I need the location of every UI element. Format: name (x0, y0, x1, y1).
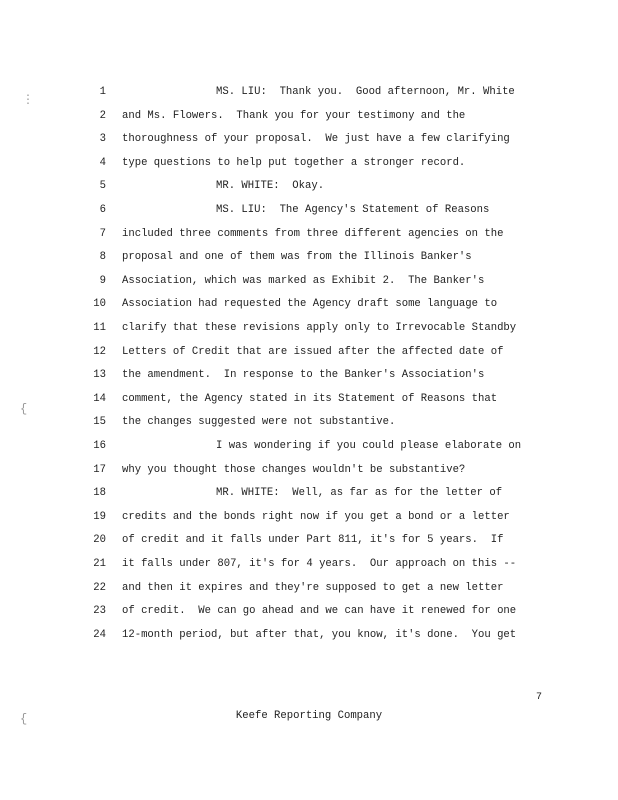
line-number: 5 (99, 180, 106, 193)
line-text: of credit. We can go ahead and we can have it renewed for one (122, 605, 517, 618)
transcript-line (0, 82, 618, 102)
line-text: and Ms. Flowers. Thank you for your testimony and the (122, 109, 466, 122)
transcript-line (0, 436, 618, 456)
line-text: clarify that these revisions apply only to Irrevocable Standby (122, 322, 517, 334)
line-text: MS. LIU: Thank you. Good afternoon, Mr. White (216, 86, 515, 98)
footer-reporter: Keefe Reporting Company (235, 710, 383, 722)
line-text: MR. WHITE: Well, as far as for the letter of (216, 487, 503, 500)
line-text: MS. LIU: The Agency's Statement of Reasons (216, 204, 490, 216)
line-number: 24 (93, 628, 106, 641)
line-number: 14 (93, 392, 106, 405)
line-number: 4 (99, 156, 106, 169)
line-number: 13 (93, 369, 106, 382)
transcript-line (0, 224, 618, 244)
transcript-line (0, 460, 618, 480)
line-number: 11 (93, 322, 106, 334)
line-text: type questions to help put together a stronger record. (122, 156, 466, 169)
line-text: I was wondering if you could please elaborate on (216, 440, 522, 452)
transcript-line (0, 200, 618, 220)
transcript-line (0, 271, 618, 291)
line-number: 17 (93, 463, 106, 476)
transcript-line (0, 247, 618, 267)
line-text: why you thought those changes wouldn't be substantive? (122, 463, 466, 476)
line-number: 1 (99, 86, 106, 98)
line-text: proposal and one of them was from the Illinois Banker's (122, 251, 472, 264)
transcript-line (0, 483, 618, 503)
line-text: Letters of Credit that are issued after the affected date of (122, 345, 504, 358)
line-number: 7 (99, 227, 106, 240)
line-text: and then it expires and they're supposed to get a new letter (122, 581, 504, 594)
transcript-line (0, 294, 618, 314)
line-number: 8 (99, 251, 106, 264)
transcript-line (0, 578, 618, 598)
transcript-line (0, 530, 618, 550)
line-text: the changes suggested were not substantive. (122, 416, 396, 429)
line-text: thoroughness of your proposal. We just have a few clarifying (122, 133, 510, 146)
line-number: 6 (99, 204, 106, 216)
transcript-line (0, 318, 618, 338)
line-text: credits and the bonds right now if you get a bond or a letter (122, 510, 510, 523)
line-number: 10 (93, 298, 106, 311)
line-text: Association, which was marked as Exhibit 2. The Banker's (122, 274, 485, 287)
scan-mark: { (20, 402, 28, 416)
line-text: of credit and it falls under Part 811, it's for 5 years. If (122, 534, 504, 547)
transcript-line (0, 601, 618, 621)
line-number: 20 (93, 534, 106, 547)
transcript-line (0, 554, 618, 574)
transcript-line (0, 365, 618, 385)
line-number: 18 (93, 487, 106, 500)
transcript-line (0, 389, 618, 409)
line-text: Association had requested the Agency draft some language to (122, 298, 498, 311)
transcript-line (0, 176, 618, 196)
scan-mark: { (20, 712, 28, 726)
line-text: included three comments from three different agencies on the (122, 227, 504, 240)
transcript-line (0, 625, 618, 645)
line-number: 21 (93, 558, 106, 570)
line-number: 12 (93, 345, 106, 358)
transcript-line (0, 153, 618, 173)
line-number: 22 (93, 581, 106, 594)
line-number: 19 (93, 510, 106, 523)
page-number: 7 (536, 692, 543, 703)
line-number: 23 (93, 605, 106, 618)
transcript-line (0, 412, 618, 432)
line-number: 3 (99, 133, 106, 146)
transcript-line (0, 129, 618, 149)
line-text: comment, the Agency stated in its Statement of Reasons that (122, 392, 498, 405)
transcript-line (0, 342, 618, 362)
scan-mark: ⋮ (22, 93, 34, 107)
transcript-line (0, 106, 618, 126)
line-number: 16 (93, 440, 106, 452)
line-text: MR. WHITE: Okay. (216, 180, 325, 193)
line-text: 12-month period, but after that, you know, it's done. You get (122, 628, 517, 641)
line-text: the amendment. In response to the Banker's Association's (122, 369, 485, 382)
line-number: 9 (99, 274, 106, 287)
line-number: 15 (93, 416, 106, 429)
transcript-line (0, 507, 618, 527)
line-number: 2 (99, 109, 106, 122)
line-text: it falls under 807, it's for 4 years. Our approach on this -- (122, 558, 517, 570)
